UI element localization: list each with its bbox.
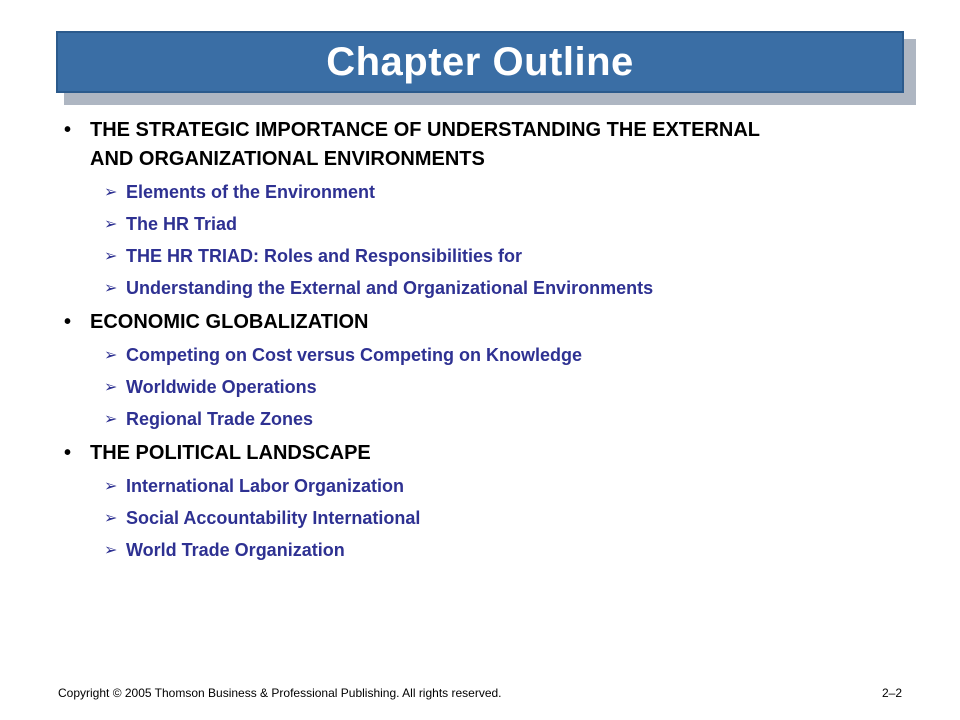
list-item: [64, 176, 924, 208]
list-item: [64, 502, 924, 534]
list-item-label: Competing on Cost versus Competing on Knowledge: [126, 344, 583, 365]
section-items: [64, 339, 924, 435]
list-item: [64, 403, 924, 435]
list-item-label: Social Accountability International: [126, 507, 421, 528]
bullet-icon: [64, 439, 90, 468]
arrowhead-icon: [104, 540, 126, 560]
arrowhead-icon: [104, 182, 126, 202]
list-item: [64, 339, 924, 371]
arrowhead-icon: [104, 246, 126, 266]
list-item: [64, 534, 924, 566]
section-heading-row: [64, 308, 924, 337]
outline-section: [64, 439, 924, 566]
list-item-label: Regional Trade Zones: [126, 408, 314, 429]
arrowhead-icon: [104, 409, 126, 429]
arrowhead-icon: [104, 476, 126, 496]
list-item-label: World Trade Organization: [126, 539, 345, 560]
list-item: [64, 470, 924, 502]
arrowhead-icon: [104, 345, 126, 365]
arrowhead-icon: [104, 508, 126, 528]
section-heading: ECONOMIC GLOBALIZATION: [90, 311, 369, 333]
list-item: [64, 371, 924, 403]
title-bar: [56, 31, 904, 93]
section-heading: THE STRATEGIC IMPORTANCE OF UNDERSTANDING THE EXTERNAL AND ORGANIZATIONAL ENVIRONMENTS: [90, 119, 760, 170]
list-item-label: The HR Triad: [126, 213, 238, 234]
list-item-label: International Labor Organization: [126, 475, 405, 496]
list-item: [64, 208, 924, 240]
arrowhead-icon: [104, 278, 126, 298]
bullet-icon: [64, 308, 90, 337]
copyright-notice: Copyright © 2005 Thomson Business & Professional Publishing. All rights reserved.: [58, 686, 502, 700]
outline-section: [64, 308, 924, 435]
section-heading: THE POLITICAL LANDSCAPE: [90, 442, 371, 464]
list-item-label: THE HR TRIAD: Roles and Responsibilities for: [126, 245, 523, 266]
chapter-outline: [64, 116, 924, 570]
page-number: 2–2: [881, 686, 902, 700]
section-items: [64, 470, 924, 566]
arrowhead-icon: [104, 214, 126, 234]
list-item: [64, 240, 924, 272]
list-item: [64, 272, 924, 304]
section-heading-row: [64, 439, 924, 468]
section-heading-row: [64, 116, 924, 174]
bullet-icon: [64, 116, 90, 145]
section-items: [64, 176, 924, 304]
list-item-label: Elements of the Environment: [126, 181, 376, 202]
list-item-label: Understanding the External and Organizational Environments: [126, 277, 654, 298]
list-item-label: Worldwide Operations: [126, 376, 317, 397]
outline-section: [64, 116, 924, 304]
page-title: Chapter Outline: [326, 39, 634, 84]
arrowhead-icon: [104, 377, 126, 397]
